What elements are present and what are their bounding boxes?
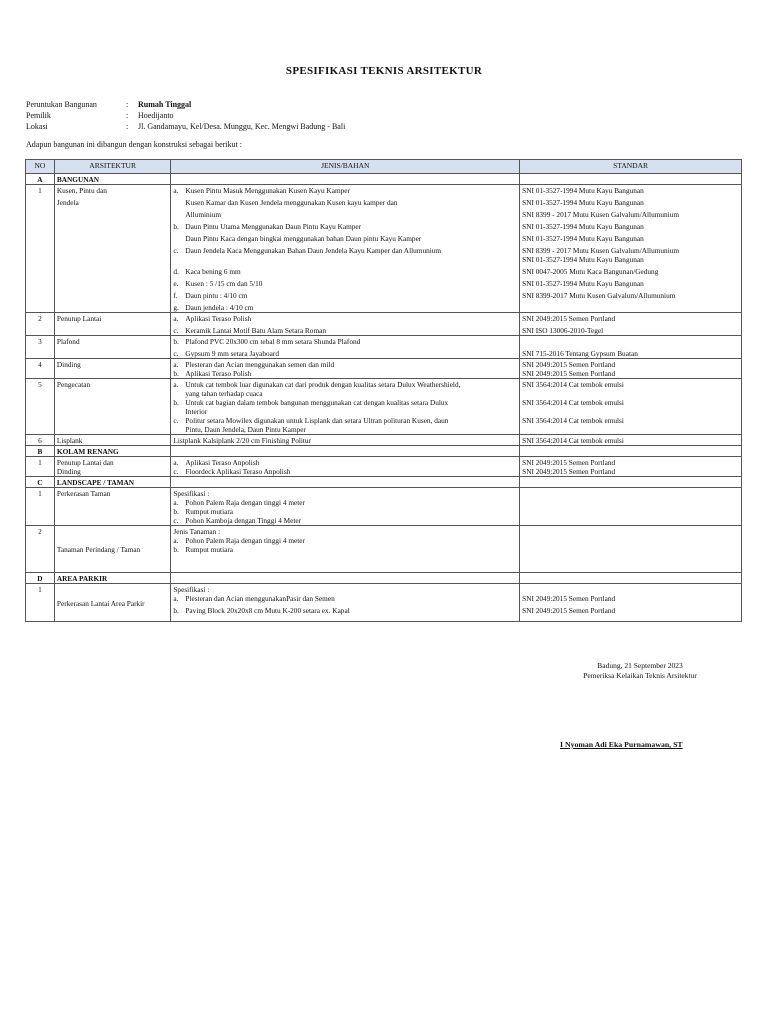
standar-line: SNI 2049:2015 Semen Portland	[522, 360, 616, 369]
table-row	[26, 457, 742, 477]
row-item	[54, 185, 170, 313]
signature-place-date: Badung, 21 September 2023	[597, 661, 683, 670]
header-standar: STANDAR	[520, 160, 742, 174]
section-row	[26, 446, 742, 457]
jenis-line: c. Pohon Kamboja dengan Tinggi 4 Meter	[173, 516, 302, 525]
jenis-line: yang tahan terhadap cuaca	[185, 389, 263, 398]
jenis-line: Pintu, Daun Jendela, Daun Pintu Kamper	[185, 425, 306, 434]
jenis-line: b. Rumput mutiara	[173, 545, 234, 554]
jenis-line: Alluminium	[185, 210, 222, 219]
standar-line: SNI 8399-2017 Mutu Kusen Galvalum/Allumunium	[522, 291, 676, 300]
standar-line: SNI ISO 13006-2010-Tegel	[522, 326, 604, 335]
section-row	[26, 573, 742, 584]
project-info	[26, 99, 345, 132]
table-row	[26, 379, 742, 435]
jenis-line: b. Rumput mutiara	[173, 507, 234, 516]
row-standar	[520, 488, 742, 526]
standar-line: SNI 2049:2015 Semen Portland	[522, 314, 616, 323]
header-jenis: JENIS/BAHAN	[171, 160, 520, 174]
standar-line: SNI 01-3527-1994 Mutu Kayu Bangunan	[522, 234, 644, 243]
jenis-line: a. Plesteran dan Acian menggunakanPasir dan Semen	[173, 594, 335, 603]
row-item: Plafond	[54, 336, 170, 359]
row-item-line: Jendela	[56, 198, 79, 207]
row-no: 6	[26, 435, 55, 446]
standar-line: SNI 2049:2015 Semen Portland	[522, 369, 616, 378]
info-colon: :	[126, 122, 129, 131]
row-jenis	[171, 457, 520, 477]
standar-line: SNI 2049:2015 Semen Portland	[522, 606, 616, 615]
jenis-head: Spesifikasi :	[173, 489, 210, 498]
jenis-line: e. Kusen : 5 /15 cm dan 5/10	[173, 279, 263, 288]
info-row-pemilik	[26, 110, 345, 121]
signature-role: Pemeriksa Kelaikan Teknis Arsitektur	[583, 671, 697, 680]
row-no: 2	[26, 526, 55, 573]
jenis-line: a. Plesteran dan Acian menggunakan semen dan mild	[173, 360, 335, 369]
jenis-line: b. Plafond PVC 20x300 cm tebal 8 mm setara Shunda Plafond	[173, 337, 361, 346]
jenis-line: c. Daun Jendela Kaca Menggunakan Bahan Daun Jendela Kayu Kamper dan Allumunium	[173, 246, 442, 255]
jenis-line: f. Daun pintu : 4/10 cm	[173, 291, 248, 300]
spec-table	[25, 159, 742, 622]
section-name: LANDSCAPE / TAMAN	[54, 477, 170, 488]
row-standar	[520, 457, 742, 477]
standar-line: SNI 8399 - 2017 Mutu Kusen Galvalum/Allumunium	[522, 210, 680, 219]
section-name: AREA PARKIR	[54, 573, 170, 584]
jenis-line: a. Aplikasi Teraso Anpolish	[173, 458, 260, 467]
jenis-line: c. Floordeck Aplikasi Teraso Anpolish	[173, 467, 291, 476]
row-standar	[520, 185, 742, 313]
jenis-line: b. Aplikasi Teraso Polish	[173, 369, 252, 378]
row-item-line: Kusen, Pintu dan	[56, 186, 107, 195]
row-no: 4	[26, 359, 55, 379]
standar-line: SNI 2049:2015 Semen Portland	[522, 594, 616, 603]
row-item: Lisplank	[54, 435, 170, 446]
info-value: Jl. Gandamayu, Kel/Desa. Munggu, Kec. Mengwi Badung - Bali	[138, 122, 346, 131]
info-row-peruntukan	[26, 99, 345, 110]
row-no: 2	[26, 313, 55, 336]
row-jenis	[171, 336, 520, 359]
header-no: NO	[26, 160, 55, 174]
row-item: Dinding	[54, 359, 170, 379]
jenis-head: Spesifikasi :	[173, 585, 210, 594]
info-colon: :	[126, 111, 129, 120]
section-no: C	[26, 477, 55, 488]
jenis-line: b. Paving Block 20x20x8 cm Mutu K-200 setara ex. Kapal	[173, 606, 350, 615]
standar-line: SNI 3564:2014 Cat tembok emulsi	[522, 380, 624, 389]
row-standar: SNI 3564:2014 Cat tembok emulsi	[520, 435, 742, 446]
row-no: 1	[26, 584, 55, 622]
row-no: 1	[26, 457, 55, 477]
row-standar	[520, 379, 742, 435]
intro-text: Adapun bangunan ini dibangun dengan konstruksi sebagai berikut :	[26, 140, 242, 149]
jenis-line: g. Daun jendela : 4/10 cm	[173, 303, 254, 312]
jenis-line: a. Pohon Palem Raja dengan tinggi 4 meter	[173, 498, 305, 507]
standar-line: SNI 01-3527-1994 Mutu Kayu Bangunan	[522, 186, 644, 195]
row-jenis	[171, 488, 520, 526]
row-standar	[520, 313, 742, 336]
section-row	[26, 174, 742, 185]
row-item: Perkerasan Taman	[54, 488, 170, 526]
jenis-line: b. Untuk cat bagian dalam tembok bangunan menggunakan cat dengan kualitas setara Dulux	[173, 398, 449, 407]
standar-line: SNI 8399 - 2017 Mutu Kusen Galvalum/Allumunium	[522, 246, 680, 255]
row-item-line: Penutup Lantai dan	[56, 458, 114, 467]
row-no: 3	[26, 336, 55, 359]
jenis-line: d. Kaca bening 6 mm	[173, 267, 241, 276]
row-no: 1	[26, 185, 55, 313]
table-row	[26, 435, 742, 446]
row-item: Penutup Lantai	[54, 313, 170, 336]
jenis-line: c. Gypsum 9 mm setara Jayaboard	[173, 349, 279, 358]
table-row	[26, 488, 742, 526]
standar-line: SNI 3564:2014 Cat tembok emulsi	[522, 416, 624, 425]
standar-line: SNI 01-3527-1994 Mutu Kayu Bangunan	[522, 198, 644, 207]
standar-line: SNI 3564:2014 Cat tembok emulsi	[522, 398, 624, 407]
section-name: KOLAM RENANG	[54, 446, 170, 457]
row-jenis	[171, 379, 520, 435]
row-no: 5	[26, 379, 55, 435]
row-standar	[520, 584, 742, 622]
info-value: Rumah Tinggal	[138, 100, 192, 109]
info-colon: :	[126, 100, 129, 109]
jenis-line: a. Pohon Palem Raja dengan tinggi 4 meter	[173, 536, 305, 545]
document-title: SPESIFIKASI TEKNIS ARSITEKTUR	[285, 65, 483, 77]
table-row	[26, 313, 742, 336]
row-no: 1	[26, 488, 55, 526]
row-jenis	[171, 185, 520, 313]
info-value: Hoedijanto	[138, 111, 174, 120]
info-row-lokasi	[26, 121, 345, 132]
jenis-line: Kusen Kamar dan Kusen Jendela menggunakan Kusen kayu kamper dan	[185, 198, 398, 207]
info-label: Lokasi	[26, 122, 48, 131]
row-item-line: Dinding	[56, 467, 81, 476]
standar-line: SNI 01-3527-1994 Mutu Kayu Bangunan	[522, 255, 644, 264]
jenis-line: a. Aplikasi Teraso Polish	[173, 314, 252, 323]
info-label: Peruntukan Bangunan	[26, 100, 97, 109]
jenis-line: b. Daun Pintu Utama Menggunakan Daun Pintu Kayu Kamper	[173, 222, 362, 231]
table-row	[26, 584, 742, 622]
standar-line: SNI 0047-2005 Mutu Kaca Bangunan/Gedung	[522, 267, 659, 276]
section-no: A	[26, 174, 55, 185]
row-jenis: Listplank Kalsiplank 2/20 cm Finishing Politur	[171, 435, 520, 446]
signature-name: I Nyoman Adi Eka Purnamawan, ST	[560, 740, 683, 749]
row-item: Pengecatan	[54, 379, 170, 435]
jenis-head: Jenis Tanaman :	[173, 527, 221, 536]
standar-line: SNI 2049:2015 Semen Portland	[522, 458, 616, 467]
row-item	[54, 457, 170, 477]
jenis-line: c. Keramik Lantai Motif Batu Alam Setara Roman	[173, 326, 327, 335]
row-jenis	[171, 526, 520, 573]
section-no: B	[26, 446, 55, 457]
table-row	[26, 336, 742, 359]
row-jenis	[171, 584, 520, 622]
table-row	[26, 359, 742, 379]
jenis-line: c. Politur setara Mowilex digunakan untuk Lisplank dan setara Ultran polituran Kusen, daun	[173, 416, 449, 425]
standar-line: SNI 2049:2015 Semen Portland	[522, 467, 616, 476]
row-jenis	[171, 359, 520, 379]
table-row	[26, 526, 742, 573]
jenis-line: Interior	[185, 407, 208, 416]
section-row	[26, 477, 742, 488]
jenis-line: a. Untuk cat tembok luar digunakan cat dari produk dengan kualitas setara Dulux Weathershield,	[173, 380, 461, 389]
standar-line: SNI 01-3527-1994 Mutu Kayu Bangunan	[522, 222, 644, 231]
standar-line: SNI 715-2016 Tentang Gypsum Buatan	[522, 349, 638, 358]
standar-line: SNI 01-3527-1994 Mutu Kayu Bangunan	[522, 279, 644, 288]
jenis-line: Daun Pintu Kaca dengan bingkai menggunakan bahan Daun pintu Kayu Kamper	[185, 234, 422, 243]
row-jenis	[171, 313, 520, 336]
section-no: D	[26, 573, 55, 584]
row-standar	[520, 336, 742, 359]
info-label: Pemilik	[26, 111, 51, 120]
table-row	[26, 185, 742, 313]
row-item: Tanaman Perindang / Taman	[54, 526, 170, 573]
jenis-line: a. Kusen Pintu Masuk Menggunakan Kusen Kayu Kamper	[173, 186, 350, 195]
row-item: Perkerasan Lantai Area Parkir	[54, 584, 170, 622]
section-name: BANGUNAN	[54, 174, 170, 185]
row-standar	[520, 359, 742, 379]
table-header	[26, 160, 742, 174]
header-arsitektur: ARSITEKTUR	[54, 160, 170, 174]
row-standar	[520, 526, 742, 573]
